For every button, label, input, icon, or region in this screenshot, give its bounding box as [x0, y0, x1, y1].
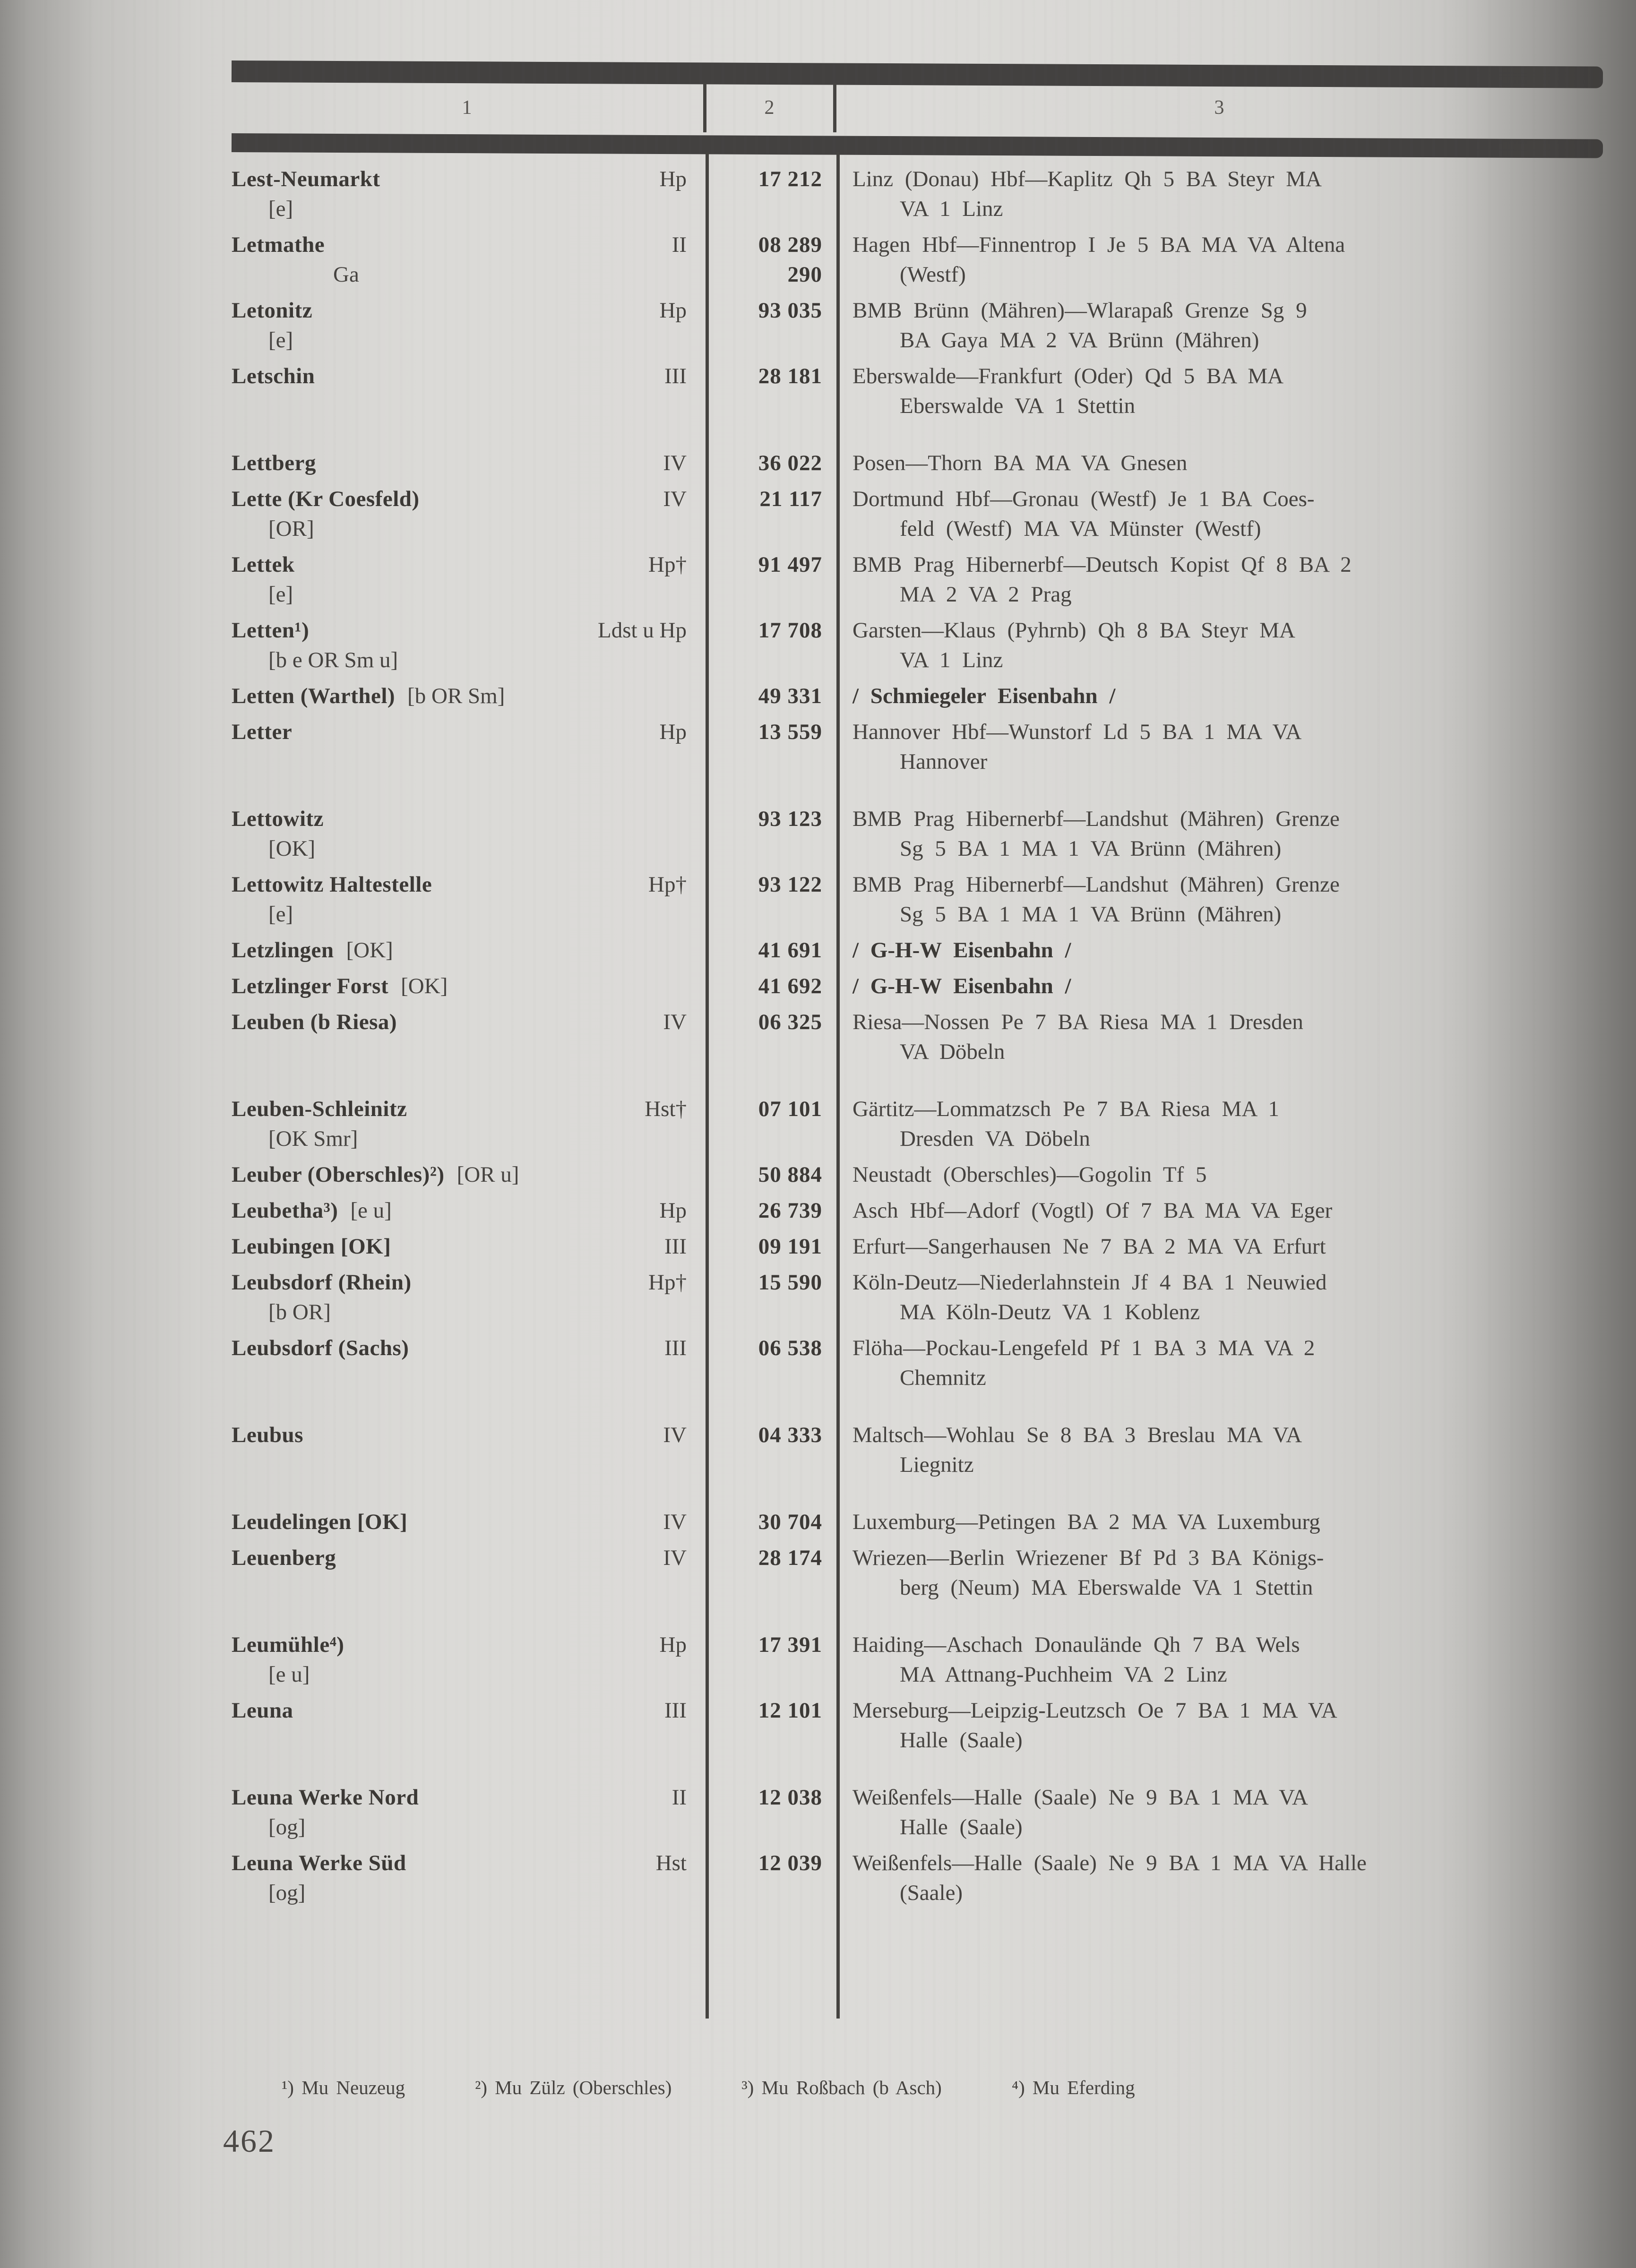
station-entry: [232, 550, 1603, 610]
station-name: Letten (Warthel): [232, 684, 396, 708]
station-entry: [232, 936, 1603, 965]
route-line: Neustadt (Oberschles)—Gogolin Tf 5: [852, 1162, 1207, 1187]
station-number-cell: [706, 296, 836, 355]
station-number-cell: [706, 1160, 836, 1190]
station-name-cell: [232, 936, 706, 965]
route-line: Asch Hbf—Adorf (Vogtl) Of 7 BA MA VA Eger: [852, 1198, 1333, 1223]
station-class: IV: [663, 1423, 687, 1447]
station-number-cell: [706, 616, 836, 675]
route-line: Flöha—Pockau-Lengefeld Pf 1 BA 3 MA VA 2: [852, 1336, 1315, 1360]
station-number-cell: [706, 230, 836, 290]
station-entry: [232, 361, 1603, 421]
station-name-cell: [232, 1420, 706, 1480]
station-name-cell: [232, 1160, 706, 1190]
station-number-cell: [706, 1094, 836, 1154]
station-number: 93 122: [758, 872, 822, 897]
route-cell: [836, 1268, 1603, 1327]
route-cell: [836, 361, 1603, 421]
route-line: Sg 5 BA 1 MA 1 VA Brünn (Mähren): [900, 902, 1282, 927]
station-name: Lettowitz Haltestelle: [232, 872, 432, 897]
station-name: Letzlingen: [232, 938, 334, 962]
station-number: 28 181: [758, 364, 822, 388]
station-class: III: [664, 1698, 687, 1723]
station-number: 30 704: [758, 1510, 822, 1534]
station-name-cell: [232, 1094, 706, 1154]
station-entry: [232, 1783, 1603, 1842]
route-cell: [836, 230, 1603, 290]
station-entry: [232, 230, 1603, 290]
station-name: Lettberg: [232, 451, 316, 475]
route-cell: [836, 1232, 1603, 1262]
station-number: 13 559: [758, 720, 822, 744]
column-divider-1: [706, 152, 709, 2019]
station-name: Letzlinger Forst: [232, 974, 389, 998]
station-name-cell: [232, 1007, 706, 1067]
route-cell: [836, 550, 1603, 610]
station-name-cell: [232, 550, 706, 610]
station-number-second: 290: [787, 262, 822, 287]
station-number: 12 101: [758, 1698, 822, 1723]
station-name-cell: [232, 971, 706, 1001]
route-line: (Westf): [900, 262, 966, 287]
footnote-item: ²) Mu Zülz (Oberschles): [475, 2077, 672, 2098]
route-cell: [836, 1196, 1603, 1226]
route-line: Halle (Saale): [900, 1815, 1023, 1839]
route-cell: [836, 1543, 1603, 1603]
station-entry: [232, 1007, 1603, 1067]
station-number: 26 739: [758, 1198, 822, 1223]
route-line: Köln-Deutz—Niederlahnstein Jf 4 BA 1 Neuwied: [852, 1270, 1327, 1295]
footnote-item: ⁴) Mu Eferding: [1011, 2077, 1135, 2098]
station-class: Hp: [659, 167, 687, 191]
station-number-cell: [706, 1007, 836, 1067]
table-column-header-row: [232, 83, 1603, 132]
station-name: Lest-Neumarkt: [232, 167, 380, 191]
station-name-cell: [232, 1630, 706, 1690]
station-name-second-line: [og]: [268, 1815, 306, 1839]
station-class: Hst†: [645, 1097, 687, 1121]
column-header-2-label: 2: [764, 97, 775, 119]
station-name-cell: [232, 1196, 706, 1226]
station-number-cell: [706, 164, 836, 224]
station-remarks-tag: [OR u]: [456, 1162, 519, 1187]
station-name-cell: [232, 1696, 706, 1755]
station-class: Hp: [659, 1198, 687, 1223]
station-number-cell: [706, 717, 836, 777]
route-cell: [836, 1507, 1603, 1537]
station-entry: [232, 681, 1603, 711]
footnotes-row: [282, 2076, 1205, 2099]
station-name-cell: [232, 1333, 706, 1393]
route-line: Gärtitz—Lommatzsch Pe 7 BA Riesa MA 1: [852, 1097, 1280, 1121]
station-number-cell: [706, 1783, 836, 1842]
column-header-2: [706, 83, 836, 132]
station-number-cell: [706, 550, 836, 610]
route-cell: [836, 1696, 1603, 1755]
route-line: Merseburg—Leipzig-Leutzsch Oe 7 BA 1 MA VA: [852, 1698, 1337, 1723]
route-line: Weißenfels—Halle (Saale) Ne 9 BA 1 MA VA Halle: [852, 1851, 1367, 1875]
station-name: Leuben (b Riesa): [232, 1010, 397, 1034]
station-name-cell: [232, 616, 706, 675]
route-cell: [836, 448, 1603, 478]
station-name: Leudelingen [OK]: [232, 1510, 408, 1534]
route-line: / G-H-W Eisenbahn /: [852, 974, 1071, 998]
station-name: Lettowitz: [232, 807, 324, 831]
station-name-second-line: [OK]: [268, 836, 316, 861]
station-name: Leubetha³): [232, 1198, 338, 1223]
route-cell: [836, 1094, 1603, 1154]
station-class: Ldst u Hp: [598, 618, 687, 643]
station-name-cell: [232, 448, 706, 478]
station-entry: [232, 1268, 1603, 1327]
route-line: berg (Neum) MA Eberswalde VA 1 Stettin: [900, 1575, 1313, 1600]
station-class: IV: [663, 1010, 687, 1034]
station-name-cell: [232, 870, 706, 929]
station-class: Hp†: [648, 1270, 687, 1295]
route-line: MA Köln-Deutz VA 1 Koblenz: [900, 1300, 1200, 1324]
station-class: III: [664, 1336, 687, 1360]
station-class: III: [664, 1234, 687, 1259]
station-name: Leuenberg: [232, 1546, 336, 1570]
station-name: Lettek: [232, 552, 295, 577]
station-entry: [232, 164, 1603, 224]
station-remarks-tag: [OK]: [401, 974, 448, 998]
route-line: Chemnitz: [900, 1366, 986, 1390]
station-number: 93 035: [758, 298, 822, 323]
station-name: Leuna Werke Nord: [232, 1785, 419, 1810]
station-number-cell: [706, 1420, 836, 1480]
station-number-cell: [706, 1507, 836, 1537]
route-line: Hagen Hbf—Finnentrop I Je 5 BA MA VA Altena: [852, 232, 1345, 257]
route-line: / Schmiegeler Eisenbahn /: [852, 684, 1116, 708]
route-cell: [836, 616, 1603, 675]
station-number: 06 325: [758, 1010, 822, 1034]
station-name-cell: [232, 681, 706, 711]
route-cell: [836, 717, 1603, 777]
station-entry: [232, 616, 1603, 675]
station-class: II: [672, 232, 687, 257]
station-class: Hp: [659, 298, 687, 323]
route-line: Riesa—Nossen Pe 7 BA Riesa MA 1 Dresden: [852, 1010, 1303, 1034]
station-number: 91 497: [758, 552, 822, 577]
station-number-cell: [706, 1848, 836, 1908]
route-cell: [836, 1420, 1603, 1480]
station-name: Letschin: [232, 364, 315, 388]
station-number: 41 692: [758, 974, 822, 998]
station-name-cell: [232, 230, 706, 290]
station-name-cell: [232, 1783, 706, 1842]
station-number: 08 289: [758, 232, 822, 257]
station-entry: [232, 1333, 1603, 1393]
route-cell: [836, 1160, 1603, 1190]
station-name-second-line: [e u]: [268, 1662, 310, 1687]
station-entries: [232, 164, 1603, 1908]
station-name: Leubingen [OK]: [232, 1234, 391, 1259]
station-number-cell: [706, 1543, 836, 1603]
station-name-cell: [232, 1848, 706, 1908]
column-header-3-label: 3: [1214, 97, 1225, 119]
station-name-cell: [232, 296, 706, 355]
station-name: Leuna Werke Süd: [232, 1851, 406, 1875]
station-class: IV: [663, 1510, 687, 1534]
station-number-cell: [706, 804, 836, 864]
station-name-cell: [232, 717, 706, 777]
station-entry: [232, 971, 1603, 1001]
route-line: Luxemburg—Petingen BA 2 MA VA Luxemburg: [852, 1510, 1320, 1534]
route-line: Liegnitz: [900, 1452, 974, 1477]
route-line: Maltsch—Wohlau Se 8 BA 3 Breslau MA VA: [852, 1423, 1302, 1447]
station-number: 17 708: [758, 618, 822, 643]
route-line: (Saale): [900, 1881, 963, 1905]
station-name-cell: [232, 164, 706, 224]
route-cell: [836, 971, 1603, 1001]
station-class: Hst: [655, 1851, 687, 1875]
station-number-cell: [706, 484, 836, 544]
route-line: BA Gaya MA 2 VA Brünn (Mähren): [900, 328, 1259, 352]
station-number-cell: [706, 971, 836, 1001]
route-line: Dresden VA Döbeln: [900, 1126, 1090, 1151]
station-remarks-tag: [b OR Sm]: [407, 684, 505, 708]
column-header-1: [232, 83, 706, 132]
station-number-cell: [706, 936, 836, 965]
station-name: Leubsdorf (Sachs): [232, 1336, 409, 1360]
route-line: Weißenfels—Halle (Saale) Ne 9 BA 1 MA VA: [852, 1785, 1308, 1810]
route-cell: [836, 870, 1603, 929]
station-number-cell: [706, 1333, 836, 1393]
column-divider-2: [836, 152, 840, 2019]
route-cell: [836, 1848, 1603, 1908]
station-number-cell: [706, 1232, 836, 1262]
station-number: 49 331: [758, 684, 822, 708]
route-line: Eberswalde—Frankfurt (Oder) Qd 5 BA MA: [852, 364, 1284, 388]
station-name: Leuber (Oberschles)²): [232, 1162, 445, 1187]
route-line: BMB Prag Hibernerbf—Landshut (Mähren) Grenze: [852, 807, 1340, 831]
station-name-second-line: [b OR]: [268, 1300, 331, 1324]
station-number: 06 538: [758, 1336, 822, 1360]
station-number: 93 123: [758, 807, 822, 831]
route-line: MA 2 VA 2 Prag: [900, 582, 1072, 607]
station-number-cell: [706, 1696, 836, 1755]
station-name: Letter: [232, 720, 293, 744]
station-name-second-line: Ga: [333, 262, 359, 287]
station-class: Hp†: [648, 872, 687, 897]
route-line: BMB Brünn (Mähren)—Wlarapaß Grenze Sg 9: [852, 298, 1307, 323]
route-line: Hannover Hbf—Wunstorf Ld 5 BA 1 MA VA: [852, 720, 1302, 744]
station-table-body: [232, 152, 1603, 2023]
station-number-cell: [706, 448, 836, 478]
route-line: Dortmund Hbf—Gronau (Westf) Je 1 BA Coes-: [852, 487, 1315, 511]
station-number: 12 039: [758, 1851, 822, 1875]
route-cell: [836, 936, 1603, 965]
route-line: Garsten—Klaus (Pyhrnb) Qh 8 BA Steyr MA: [852, 618, 1295, 643]
footnote-item: ³) Mu Roßbach (b Asch): [741, 2077, 942, 2098]
station-entry: [232, 1232, 1603, 1262]
station-name: Leubsdorf (Rhein): [232, 1270, 412, 1295]
station-entry: [232, 1696, 1603, 1755]
station-entry: [232, 1420, 1603, 1480]
route-line: Hannover: [900, 749, 988, 774]
route-cell: [836, 296, 1603, 355]
station-number: 21 117: [759, 487, 822, 511]
station-name-second-line: [e]: [268, 582, 293, 607]
station-entry: [232, 1543, 1603, 1603]
station-name-second-line: [e]: [268, 902, 293, 927]
route-line: VA 1 Linz: [900, 197, 1003, 221]
station-name-second-line: [OR]: [268, 516, 314, 541]
station-name-second-line: [OK Smr]: [268, 1126, 358, 1151]
station-number-cell: [706, 361, 836, 421]
station-entry: [232, 484, 1603, 544]
route-cell: [836, 1007, 1603, 1067]
station-name: Leubus: [232, 1423, 303, 1447]
station-number: 36 022: [758, 451, 822, 475]
route-line: VA 1 Linz: [900, 648, 1003, 672]
route-line: Erfurt—Sangerhausen Ne 7 BA 2 MA VA Erfurt: [852, 1234, 1326, 1259]
station-class: IV: [663, 487, 687, 511]
route-cell: [836, 164, 1603, 224]
page-number: 462: [223, 2123, 276, 2159]
station-name-cell: [232, 1268, 706, 1327]
route-cell: [836, 804, 1603, 864]
station-number: 04 333: [758, 1423, 822, 1447]
route-line: BMB Prag Hibernerbf—Deutsch Kopist Qf 8 BA 2: [852, 552, 1352, 577]
route-line: feld (Westf) MA VA Münster (Westf): [900, 516, 1261, 541]
station-entry: [232, 296, 1603, 355]
route-line: / G-H-W Eisenbahn /: [852, 938, 1071, 962]
station-name-cell: [232, 1543, 706, 1603]
route-line: Wriezen—Berlin Wriezener Bf Pd 3 BA Königs-: [852, 1546, 1324, 1570]
station-name-cell: [232, 484, 706, 544]
route-line: Sg 5 BA 1 MA 1 VA Brünn (Mähren): [900, 836, 1282, 861]
column-header-1-label: 1: [462, 97, 473, 119]
station-name-second-line: [og]: [268, 1881, 306, 1905]
station-number: 50 884: [758, 1162, 822, 1187]
station-name: Letmathe: [232, 232, 325, 257]
station-number-cell: [706, 870, 836, 929]
station-class: Hp†: [648, 552, 687, 577]
route-line: Posen—Thorn BA MA VA Gnesen: [852, 451, 1188, 475]
route-line: VA Döbeln: [900, 1040, 1005, 1064]
column-header-3: [836, 83, 1603, 132]
station-name: Leuna: [232, 1698, 293, 1723]
station-name-second-line: [b e OR Sm u]: [268, 648, 398, 672]
station-number-cell: [706, 1268, 836, 1327]
station-name: Leumühle⁴): [232, 1632, 344, 1657]
station-name-second-line: [e]: [268, 197, 293, 221]
station-class: IV: [663, 1546, 687, 1570]
station-entry: [232, 1094, 1603, 1154]
station-class: Hp: [659, 1632, 687, 1657]
station-name-second-line: [e]: [268, 328, 293, 352]
route-line: Eberswalde VA 1 Stettin: [900, 394, 1136, 418]
station-remarks-tag: [e u]: [350, 1198, 392, 1223]
station-number-cell: [706, 1630, 836, 1690]
station-remarks-tag: [OK]: [346, 938, 393, 962]
station-class: Hp: [659, 720, 687, 744]
station-entry: [232, 1196, 1603, 1226]
station-class: II: [672, 1785, 687, 1810]
station-number-cell: [706, 681, 836, 711]
station-number-cell: [706, 1196, 836, 1226]
station-number: 41 691: [758, 938, 822, 962]
route-cell: [836, 484, 1603, 544]
station-number: 09 191: [758, 1234, 822, 1259]
station-name-cell: [232, 361, 706, 421]
route-cell: [836, 1783, 1603, 1842]
station-number: 07 101: [758, 1097, 822, 1121]
route-line: MA Attnang-Puchheim VA 2 Linz: [900, 1662, 1227, 1687]
station-number: 17 212: [758, 167, 822, 191]
station-number: 12 038: [758, 1785, 822, 1810]
station-entry: [232, 1630, 1603, 1690]
station-class: III: [664, 364, 687, 388]
route-line: BMB Prag Hibernerbf—Landshut (Mähren) Grenze: [852, 872, 1340, 897]
route-line: Linz (Donau) Hbf—Kaplitz Qh 5 BA Steyr MA: [852, 167, 1322, 191]
station-name-cell: [232, 804, 706, 864]
route-line: Halle (Saale): [900, 1728, 1023, 1753]
route-cell: [836, 1333, 1603, 1393]
route-cell: [836, 681, 1603, 711]
station-class: IV: [663, 451, 687, 475]
station-entry: [232, 1160, 1603, 1190]
station-entry: [232, 870, 1603, 929]
station-name-cell: [232, 1232, 706, 1262]
station-entry: [232, 1848, 1603, 1908]
station-entry: [232, 804, 1603, 864]
station-name: Lette (Kr Coesfeld): [232, 487, 420, 511]
route-line: Haiding—Aschach Donaulände Qh 7 BA Wels: [852, 1632, 1300, 1657]
station-entry: [232, 717, 1603, 777]
station-number: 15 590: [758, 1270, 822, 1295]
footnote-item: ¹) Mu Neuzeug: [282, 2077, 405, 2098]
station-entry: [232, 448, 1603, 478]
station-name-cell: [232, 1507, 706, 1537]
station-name: Leuben-Schleinitz: [232, 1097, 407, 1121]
route-cell: [836, 1630, 1603, 1690]
station-name: Letonitz: [232, 298, 313, 323]
station-entry: [232, 1507, 1603, 1537]
station-name: Letten¹): [232, 618, 310, 643]
station-number: 17 391: [758, 1632, 822, 1657]
station-number: 28 174: [758, 1546, 822, 1570]
